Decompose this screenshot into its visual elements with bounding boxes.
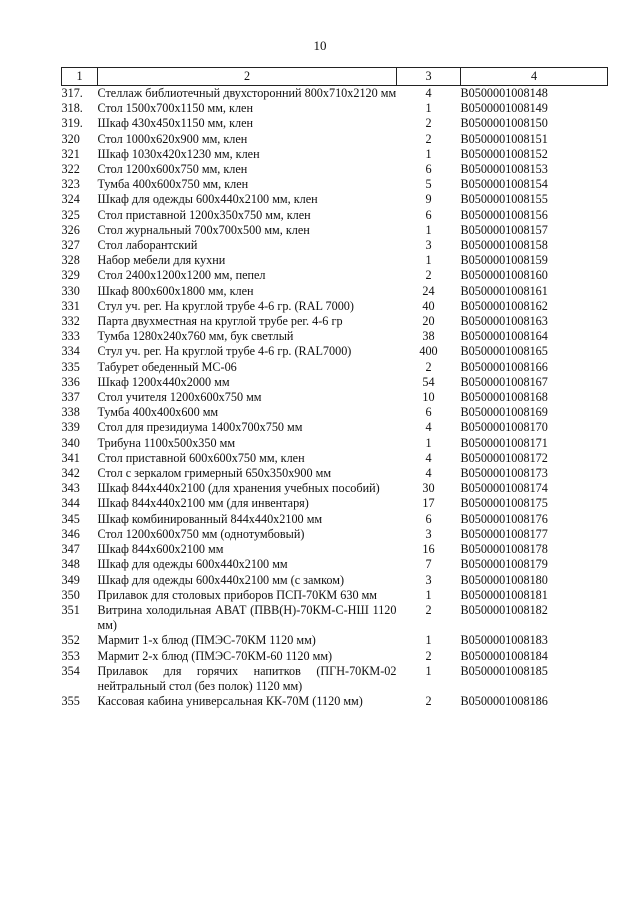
item-quantity: 1: [425, 253, 432, 268]
inventory-code: B0500001008148: [460, 86, 548, 100]
table-row: [62, 542, 608, 557]
inventory-code: B0500001008185: [460, 663, 548, 678]
row-number: 336: [61, 374, 80, 389]
item-quantity: 2: [425, 131, 432, 146]
inventory-code: B0500001008176: [460, 511, 548, 526]
row-number: 335: [61, 359, 80, 374]
item-name: Стол для президиума 1400х700х750 мм: [97, 420, 303, 435]
item-name: Шкаф 1200х440х2000 мм: [97, 374, 230, 389]
item-name: Шкаф комбинированный 844х440х2100 мм: [97, 511, 323, 526]
item-name: Стол 1000х620х900 мм, клен: [97, 131, 248, 146]
item-name: Табурет обеденный МС-06: [97, 359, 237, 374]
table-row: [62, 649, 608, 664]
table-row: [62, 344, 608, 359]
column-header-quantity: 3: [397, 68, 461, 86]
inventory-code: B0500001008169: [460, 405, 548, 420]
row-number: 317.: [61, 86, 83, 100]
table-row: [62, 527, 608, 542]
item-quantity: 6: [425, 511, 432, 526]
item-quantity: 7: [425, 557, 432, 572]
table-row: [62, 132, 608, 147]
item-name: Тумба 1280х240х760 мм, бук светлый: [97, 329, 294, 344]
row-number: 354: [61, 663, 80, 678]
inventory-code: B0500001008174: [460, 481, 548, 496]
table-row: [62, 664, 608, 694]
item-quantity: 16: [422, 542, 435, 557]
item-name: Шкаф для одежды 600х440х2100 мм: [97, 557, 288, 572]
item-name: Стол 1200х600х750 мм, клен: [97, 162, 248, 177]
inventory-code: B0500001008163: [460, 314, 548, 329]
row-number: 319.: [61, 116, 83, 131]
row-number: 325: [61, 207, 80, 222]
item-quantity: 3: [425, 526, 432, 541]
column-header-code: 4: [461, 68, 608, 86]
inventory-code: B0500001008153: [460, 162, 548, 177]
inventory-code: B0500001008162: [460, 298, 548, 313]
item-name: Витрина холодильная АВАТ (ПВВ(Н)-70КМ-С-НШ 1120 мм): [97, 602, 397, 633]
item-quantity: 1: [425, 633, 432, 648]
table-row: [62, 208, 608, 223]
item-name: Мармит 2-х блюд (ПМЭС-70КМ-60 1120 мм): [97, 648, 333, 663]
item-quantity: 1: [425, 101, 432, 116]
table-row: [62, 101, 608, 116]
item-name: Шкаф 844х440х2100 мм (для инвентаря): [97, 496, 309, 511]
item-quantity: 2: [425, 648, 432, 663]
table-row: [62, 162, 608, 177]
column-header-name: 2: [98, 68, 397, 86]
table-row: [62, 238, 608, 253]
item-quantity: 4: [425, 466, 432, 481]
table-row: [62, 86, 608, 102]
row-number: 322: [61, 162, 80, 177]
item-name: Стол 1500х700х1150 мм, клен: [97, 101, 253, 116]
inventory-code: B0500001008149: [460, 101, 548, 116]
row-number: 338: [61, 405, 80, 420]
item-name: Стол приставной 600х600х750 мм, клен: [97, 450, 305, 465]
table-row: [62, 329, 608, 344]
inventory-code: B0500001008184: [460, 648, 548, 663]
table-row: [62, 512, 608, 527]
row-number: 330: [61, 283, 80, 298]
inventory-code: B0500001008151: [460, 131, 548, 146]
item-quantity: 5: [425, 177, 432, 192]
table-row: [62, 177, 608, 192]
item-quantity: 17: [422, 496, 435, 511]
item-quantity: 54: [422, 374, 435, 389]
table-row: [62, 299, 608, 314]
item-quantity: 20: [422, 314, 435, 329]
inventory-code: B0500001008186: [460, 694, 548, 709]
inventory-code: B0500001008175: [460, 496, 548, 511]
row-number: 347: [61, 542, 80, 557]
row-number: 355: [61, 694, 80, 709]
table-row: [62, 451, 608, 466]
row-number: 345: [61, 511, 80, 526]
table-row: [62, 420, 608, 435]
row-number: 327: [61, 238, 80, 253]
inventory-code: B0500001008166: [460, 359, 548, 374]
item-name: Парта двухместная на круглой трубе рег. 4-6 гр: [97, 314, 343, 329]
item-name: Мармит 1-х блюд (ПМЭС-70КМ 1120 мм): [97, 633, 316, 648]
inventory-code: B0500001008161: [460, 283, 548, 298]
table-row: [62, 633, 608, 648]
item-quantity: 4: [425, 450, 432, 465]
item-quantity: 1: [425, 663, 432, 678]
item-quantity: 2: [425, 694, 432, 709]
table-row: [62, 436, 608, 451]
row-number: 320: [61, 131, 80, 146]
row-number: 344: [61, 496, 80, 511]
item-name: Стол 2400х1200х1200 мм, пепел: [97, 268, 266, 283]
row-number: 326: [61, 222, 80, 237]
table-row: [62, 192, 608, 207]
row-number: 329: [61, 268, 80, 283]
row-number: 340: [61, 435, 80, 450]
item-name: Стол с зеркалом гримерный 650х350х900 мм: [97, 466, 332, 481]
item-quantity: 1: [425, 146, 432, 161]
table-row: [62, 390, 608, 405]
row-number: 324: [61, 192, 80, 207]
item-name: Прилавок для столовых приборов ПСП-70КМ 630 мм: [97, 587, 378, 602]
item-quantity: 2: [425, 359, 432, 374]
item-name: Прилавок для горячих напитков (ПГН-70КМ-02 нейтральный стол (без полок) 1120 мм): [97, 663, 397, 693]
row-number: 349: [61, 572, 80, 587]
item-name: Стул уч. рег. На круглой трубе 4-6 гр. (RAL7000): [97, 344, 352, 359]
page-number: 10: [313, 38, 327, 53]
inventory-code: B0500001008159: [460, 253, 548, 268]
table-row: [62, 253, 608, 268]
item-quantity: 1: [425, 587, 432, 602]
row-number: 343: [61, 481, 80, 496]
inventory-code: B0500001008164: [460, 329, 548, 344]
inventory-code: B0500001008180: [460, 572, 548, 587]
item-name: Шкаф 844х600х2100 мм: [97, 542, 224, 557]
inventory-code: B0500001008179: [460, 557, 548, 572]
item-quantity: 400: [419, 344, 438, 359]
table-row: [62, 405, 608, 420]
item-quantity: 9: [425, 192, 432, 207]
inventory-code: B0500001008155: [460, 192, 548, 207]
inventory-code: B0500001008183: [460, 633, 548, 648]
row-number: 352: [61, 633, 80, 648]
item-name: Шкаф 800х600х1800 мм, клен: [97, 283, 254, 298]
row-number: 342: [61, 466, 80, 481]
table-row: [62, 284, 608, 299]
table-row: [62, 116, 608, 131]
row-number: 348: [61, 557, 80, 572]
row-number: 351: [61, 602, 80, 617]
item-name: Шкаф для одежды 600х440х2100 мм, клен: [97, 192, 318, 207]
item-quantity: 3: [425, 238, 432, 253]
inventory-code: B0500001008181: [460, 587, 548, 602]
row-number: 350: [61, 587, 80, 602]
item-name: Стол приставной 1200х350х750 мм, клен: [97, 207, 311, 222]
table-row: [62, 147, 608, 162]
item-name: Шкаф 430х450х1150 мм, клен: [97, 116, 254, 131]
table-row: [62, 481, 608, 496]
table-row: [62, 557, 608, 572]
item-name: Стул уч. рег. На круглой трубе 4-6 гр. (RAL 7000): [97, 298, 354, 313]
inventory-code: B0500001008178: [460, 542, 548, 557]
inventory-code: B0500001008170: [460, 420, 548, 435]
inventory-code: B0500001008160: [460, 268, 548, 283]
table-row: [62, 603, 608, 633]
row-number: 333: [61, 329, 80, 344]
inventory-table: [61, 67, 608, 709]
header-row: [62, 68, 608, 86]
row-number: 321: [61, 146, 80, 161]
inventory-code: B0500001008172: [460, 450, 548, 465]
row-number: 334: [61, 344, 80, 359]
table-row: [62, 268, 608, 283]
inventory-code: B0500001008158: [460, 238, 548, 253]
inventory-code: B0500001008156: [460, 207, 548, 222]
inventory-code: B0500001008165: [460, 344, 548, 359]
item-name: Кассовая кабина универсальная КК-70М (1120 мм): [97, 694, 363, 709]
inventory-code: B0500001008177: [460, 526, 548, 541]
table-row: [62, 466, 608, 481]
item-quantity: 1: [425, 222, 432, 237]
row-number: 328: [61, 253, 80, 268]
item-name: Шкаф для одежды 600х440х2100 мм (с замком): [97, 572, 345, 587]
table-row: [62, 314, 608, 329]
item-quantity: 6: [425, 162, 432, 177]
item-quantity: 2: [425, 602, 432, 617]
item-quantity: 4: [425, 420, 432, 435]
table-row: [62, 694, 608, 709]
row-number: 353: [61, 648, 80, 663]
inventory-code: B0500001008152: [460, 146, 548, 161]
row-number: 331: [61, 298, 80, 313]
item-quantity: 38: [422, 329, 435, 344]
column-header-number: 1: [62, 68, 98, 86]
item-quantity: 1: [425, 435, 432, 450]
item-name: Стеллаж библиотечный двухсторонний 800х710х2120 мм: [97, 86, 397, 100]
row-number: 341: [61, 450, 80, 465]
item-name: Стол учителя 1200х600х750 мм: [97, 390, 262, 405]
inventory-code: B0500001008168: [460, 390, 548, 405]
row-number: 337: [61, 390, 80, 405]
item-quantity: 4: [425, 86, 432, 100]
inventory-code: B0500001008150: [460, 116, 548, 131]
table-row: [62, 360, 608, 375]
table-row: [62, 496, 608, 511]
item-name: Стол журнальный 700х700х500 мм, клен: [97, 222, 310, 237]
inventory-code: B0500001008173: [460, 466, 548, 481]
item-quantity: 2: [425, 268, 432, 283]
inventory-code: B0500001008157: [460, 222, 548, 237]
table-row: [62, 375, 608, 390]
item-name: Тумба 400х400х600 мм: [97, 405, 219, 420]
row-number: 339: [61, 420, 80, 435]
item-name: Тумба 400х600х750 мм, клен: [97, 177, 249, 192]
item-quantity: 10: [422, 390, 435, 405]
item-quantity: 6: [425, 405, 432, 420]
table-row: [62, 223, 608, 238]
item-quantity: 24: [422, 283, 435, 298]
table-row: [62, 573, 608, 588]
item-quantity: 3: [425, 572, 432, 587]
item-name: Стол лаборантский: [97, 238, 198, 253]
item-name: Шкаф 844х440х2100 (для хранения учебных пособий): [97, 481, 380, 496]
inventory-code: B0500001008171: [460, 435, 548, 450]
item-quantity: 6: [425, 207, 432, 222]
item-name: Шкаф 1030х420х1230 мм, клен: [97, 146, 260, 161]
inventory-code: B0500001008167: [460, 374, 548, 389]
inventory-code: B0500001008154: [460, 177, 548, 192]
row-number: 346: [61, 526, 80, 541]
row-number: 332: [61, 314, 80, 329]
item-name: Набор мебели для кухни: [97, 253, 226, 268]
table-row: [62, 588, 608, 603]
item-name: Стол 1200х600х750 мм (однотумбовый): [97, 526, 305, 541]
row-number: 323: [61, 177, 80, 192]
item-quantity: 30: [422, 481, 435, 496]
row-number: 318.: [61, 101, 83, 116]
item-quantity: 40: [422, 298, 435, 313]
inventory-code: B0500001008182: [460, 602, 548, 617]
item-quantity: 2: [425, 116, 432, 131]
item-name: Трибуна 1100х500х350 мм: [97, 435, 236, 450]
